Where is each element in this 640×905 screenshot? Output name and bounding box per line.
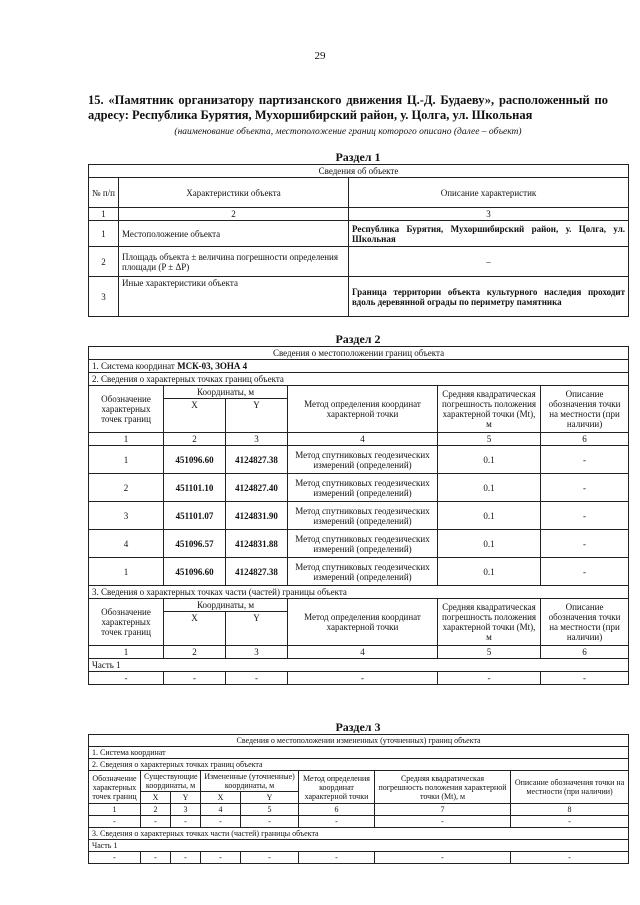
- section3-idx: 2: [141, 804, 171, 816]
- section2-part-col-desc: Описание обозначения точки на местности (при наличии): [541, 599, 629, 646]
- section2-part-col-coords: Координаты, м: [164, 599, 288, 612]
- section2-idx: 1: [89, 433, 164, 446]
- point-x: 451101.10: [164, 474, 226, 502]
- table-row: [89, 852, 629, 864]
- section3-col-x: X: [201, 792, 241, 804]
- section1-row-desc: Граница территории объекта культурного наследия проходит вдоль деревянной ограды по периметру памятника: [349, 277, 629, 317]
- section3-idx: 4: [201, 804, 241, 816]
- section2-idx: 6: [541, 433, 629, 446]
- section2-idx: 3: [226, 433, 288, 446]
- point-method: Метод спутниковых геодезических измерений (определений): [288, 502, 438, 530]
- section3-idx: 1: [89, 804, 141, 816]
- section1-idx: 2: [119, 208, 349, 221]
- section3-heading: Раздел 3: [335, 720, 381, 734]
- table-row: [89, 672, 629, 685]
- section1-col-desc: Описание характеристик: [349, 178, 629, 208]
- empty-cell: -: [541, 672, 629, 685]
- section2-col-coords: Координаты, м: [164, 386, 288, 399]
- section3-col-desc: Описание обозначения точки на местности (при наличии): [511, 771, 629, 804]
- section2-coord-system-value: МСК-03, ЗОНА 4: [177, 361, 248, 371]
- table-row: [89, 474, 629, 502]
- table-row: [89, 558, 629, 586]
- section2-part-label: Часть 1: [89, 659, 629, 672]
- section2-part-col-point: Обозначение характерных точек границ: [89, 599, 164, 646]
- empty-cell: -: [89, 852, 141, 864]
- section2-part-col-error: Средняя квадратическая погрешность положения характерной точки (Mt), м: [438, 599, 541, 646]
- point-desc: -: [541, 474, 629, 502]
- section2-part-idx: 6: [541, 646, 629, 659]
- object-title-hint: (наименование объекта, местоположение границ которого описано (далее – объект): [174, 127, 522, 137]
- section3-idx: 7: [375, 804, 511, 816]
- section2-col-y: Y: [226, 399, 288, 433]
- section2-part-idx: 2: [164, 646, 226, 659]
- table-row: [89, 247, 629, 277]
- point-error: 0.1: [438, 446, 541, 474]
- section2-col-x: X: [164, 399, 226, 433]
- section3-col-y: Y: [241, 792, 299, 804]
- empty-cell: -: [299, 852, 375, 864]
- point-method: Метод спутниковых геодезических измерений (определений): [288, 558, 438, 586]
- object-title: 15. «Памятник организатору партизанского движения Ц.-Д. Будаеву», расположенный по адресу: Республика Бурятия, Мухоршибирский район, у. Цолга, ул. Школьная: [88, 93, 608, 122]
- section2-coord-system-label: 1. Система координат: [92, 361, 175, 371]
- section2-part-heading: 3. Сведения о характерных точках части (частей) границы объекта: [89, 586, 629, 599]
- section3-idx: 3: [171, 804, 201, 816]
- point-desc: -: [541, 446, 629, 474]
- section2-part-idx: 1: [89, 646, 164, 659]
- section2-idx: 4: [288, 433, 438, 446]
- point-y: 4124827.38: [226, 558, 288, 586]
- empty-cell: -: [89, 816, 141, 828]
- point-error: 0.1: [438, 502, 541, 530]
- section1-idx: 1: [89, 208, 119, 221]
- section3-col-existing: Существующие координаты, м: [141, 771, 201, 792]
- section1-row-num: 2: [89, 247, 119, 277]
- section3-col-method: Метод определения координат характерной точки: [299, 771, 375, 804]
- empty-cell: -: [171, 852, 201, 864]
- point-error: 0.1: [438, 474, 541, 502]
- section2-table: [88, 346, 629, 685]
- point-method: Метод спутниковых геодезических измерений (определений): [288, 530, 438, 558]
- point-error: 0.1: [438, 530, 541, 558]
- point-id: 1: [89, 446, 164, 474]
- point-y: 4124827.40: [226, 474, 288, 502]
- section3-col-changed: Измененные (уточненные) координаты, м: [201, 771, 299, 792]
- section3-part-heading: 3. Сведения о характерных точках части (частей) границы объекта: [89, 828, 629, 840]
- section2-part-col-y: Y: [226, 612, 288, 646]
- empty-cell: -: [241, 816, 299, 828]
- empty-cell: -: [438, 672, 541, 685]
- section2-idx: 2: [164, 433, 226, 446]
- point-method: Метод спутниковых геодезических измерений (определений): [288, 474, 438, 502]
- point-y: 4124831.88: [226, 530, 288, 558]
- empty-cell: -: [241, 852, 299, 864]
- empty-cell: -: [299, 816, 375, 828]
- point-desc: -: [541, 502, 629, 530]
- page-number: 29: [314, 50, 326, 62]
- section1-table: [88, 164, 629, 317]
- section1-idx: 3: [349, 208, 629, 221]
- section2-part-idx: 5: [438, 646, 541, 659]
- section3-idx: 6: [299, 804, 375, 816]
- section2-part-idx: 4: [288, 646, 438, 659]
- section2-caption: Сведения о местоположении границ объекта: [89, 347, 629, 360]
- point-method: Метод спутниковых геодезических измерений (определений): [288, 446, 438, 474]
- table-row: [89, 221, 629, 247]
- point-id: 2: [89, 474, 164, 502]
- table-row: [89, 816, 629, 828]
- point-x: 451096.60: [164, 446, 226, 474]
- section2-col-point: Обозначение характерных точек границ: [89, 386, 164, 433]
- point-x: 451101.07: [164, 502, 226, 530]
- section2-part-idx: 3: [226, 646, 288, 659]
- point-id: 3: [89, 502, 164, 530]
- section1-row-desc: Республика Бурятия, Мухоршибирский район, у. Цолга, ул. Школьная: [349, 221, 629, 247]
- empty-cell: -: [171, 816, 201, 828]
- section2-col-method: Метод определения координат характерной точки: [288, 386, 438, 433]
- point-desc: -: [541, 530, 629, 558]
- table-row: [89, 530, 629, 558]
- empty-cell: -: [511, 816, 629, 828]
- section1-row-char: Площадь объекта ± величина погрешности определения площади (P ± ΔP): [119, 247, 349, 277]
- section2-part-col-x: X: [164, 612, 226, 646]
- table-row: [89, 446, 629, 474]
- table-row: [89, 277, 629, 317]
- empty-cell: -: [141, 852, 171, 864]
- section1-row-desc: –: [349, 247, 629, 277]
- section2-coord-system: [89, 360, 629, 373]
- section2-points-heading: 2. Сведения о характерных точках границ объекта: [89, 373, 629, 386]
- section3-col-y: Y: [171, 792, 201, 804]
- point-id: 1: [89, 558, 164, 586]
- empty-cell: -: [226, 672, 288, 685]
- section2-idx: 5: [438, 433, 541, 446]
- section2-part-col-method: Метод определения координат характерной точки: [288, 599, 438, 646]
- section3-points-heading: 2. Сведения о характерных точках границ объекта: [89, 759, 629, 771]
- point-id: 4: [89, 530, 164, 558]
- section3-col-point: Обозначение характерных точек границ: [89, 771, 141, 804]
- point-x: 451096.60: [164, 558, 226, 586]
- empty-cell: -: [201, 852, 241, 864]
- section1-row-char: Местоположение объекта: [119, 221, 349, 247]
- point-desc: -: [541, 558, 629, 586]
- section2-heading: Раздел 2: [335, 332, 381, 346]
- section1-col-num: № п/п: [89, 178, 119, 208]
- empty-cell: -: [89, 672, 164, 685]
- empty-cell: -: [288, 672, 438, 685]
- point-y: 4124827.38: [226, 446, 288, 474]
- section2-col-desc: Описание обозначения точки на местности (при наличии): [541, 386, 629, 433]
- empty-cell: -: [511, 852, 629, 864]
- empty-cell: -: [164, 672, 226, 685]
- section1-col-char: Характеристики объекта: [119, 178, 349, 208]
- table-row: [89, 502, 629, 530]
- empty-cell: -: [375, 816, 511, 828]
- section1-row-num: 3: [89, 277, 119, 317]
- section1-caption: Сведения об объекте: [89, 165, 629, 178]
- section3-col-x: X: [141, 792, 171, 804]
- point-error: 0.1: [438, 558, 541, 586]
- section3-idx: 5: [241, 804, 299, 816]
- section1-heading: Раздел 1: [335, 150, 381, 164]
- section3-table: [88, 734, 629, 864]
- section3-part-label: Часть 1: [89, 840, 629, 852]
- empty-cell: -: [201, 816, 241, 828]
- point-x: 451096.57: [164, 530, 226, 558]
- empty-cell: -: [141, 816, 171, 828]
- section1-row-num: 1: [89, 221, 119, 247]
- section3-caption: Сведения о местоположении измененных (уточненных) границ объекта: [89, 735, 629, 747]
- section3-coord-system: 1. Система координат: [89, 747, 629, 759]
- point-y: 4124831.90: [226, 502, 288, 530]
- section3-col-error: Средняя квадратическая погрешность положения характерной точки (Mt), м: [375, 771, 511, 804]
- section3-idx: 8: [511, 804, 629, 816]
- empty-cell: -: [375, 852, 511, 864]
- section1-row-char: Иные характеристики объекта: [119, 277, 349, 317]
- section2-col-error: Средняя квадратическая погрешность положения характерной точки (Mt), м: [438, 386, 541, 433]
